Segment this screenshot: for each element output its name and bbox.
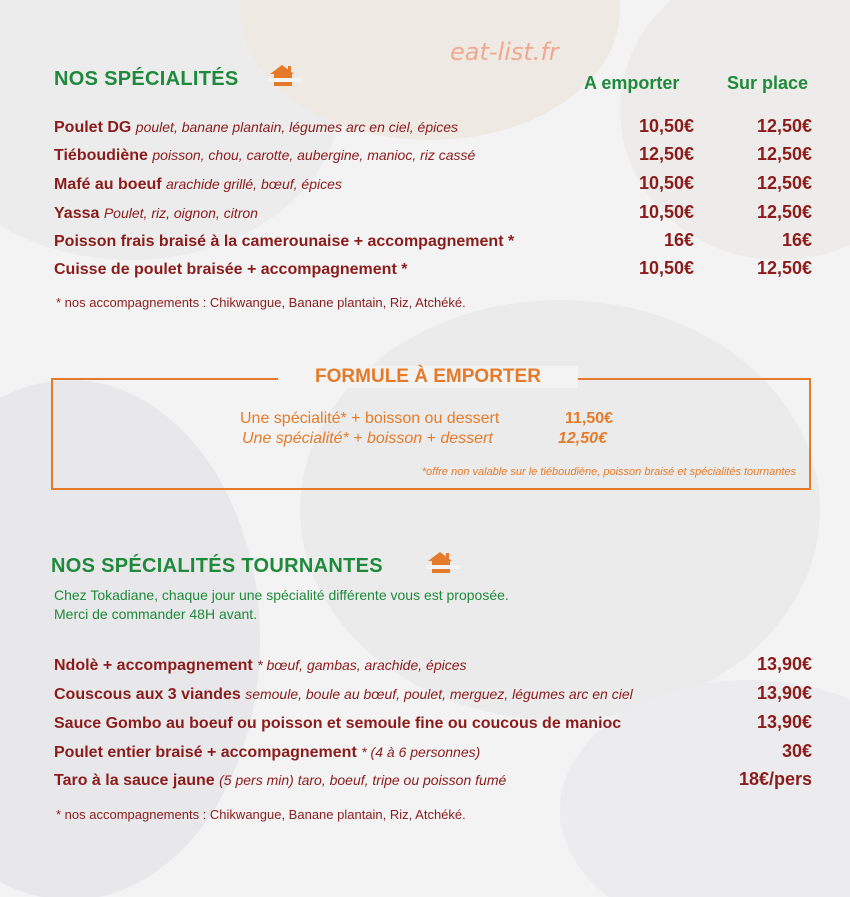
dish-name: Yassa — [54, 205, 100, 222]
dish-name: Cuisse de poulet braisée + accompagnement * — [54, 261, 408, 278]
price-emporter: 12,50€ — [638, 144, 694, 164]
dish-name: Poulet entier braisé + accompagnement — [54, 744, 357, 761]
price-sur-place: 12,50€ — [756, 202, 812, 222]
column-header-emporter: A emporter — [584, 73, 680, 93]
price: 13,90€ — [756, 712, 812, 732]
dish-description: poulet, banane plantain, légumes arc en ciel, épices — [135, 119, 459, 135]
dish-description: * bœuf, gambas, arachide, épices — [257, 657, 467, 673]
price: 18€/pers — [738, 769, 812, 789]
price: 13,90€ — [756, 683, 812, 703]
menu-row — [54, 116, 814, 140]
dish-description: (5 pers min) taro, boeuf, tripe ou poisson fumé — [219, 772, 507, 788]
formule-note: *offre non valable sur le tiéboudiène, poisson braisé et spécialités tournantes — [421, 466, 796, 478]
price-emporter: 16€ — [663, 230, 694, 250]
price-sur-place: 12,50€ — [756, 116, 812, 136]
dish-description: arachide grillé, bœuf, épices — [166, 176, 342, 192]
takeaway-house-icon — [266, 62, 302, 90]
menu-row — [54, 202, 814, 226]
price-sur-place: 12,50€ — [756, 144, 812, 164]
price-emporter: 10,50€ — [638, 173, 694, 193]
dish-name: Tiéboudiène — [54, 147, 148, 164]
formule-title: FORMULE À EMPORTER — [278, 366, 578, 388]
dish-name: Poulet DG — [54, 119, 132, 136]
price-sur-place: 12,50€ — [756, 173, 812, 193]
price: 30€ — [781, 741, 812, 761]
menu-row — [54, 769, 814, 793]
menu-row — [54, 230, 814, 254]
dish-description: poisson, chou, carotte, aubergine, manioc, riz cassé — [152, 147, 476, 163]
dish-name: Mafé au boeuf — [54, 176, 162, 193]
formule-option-2: Une spécialité* + boisson + dessert — [242, 430, 493, 447]
accompagnements-note: * nos accompagnements : Chikwangue, Banane plantain, Riz, Atchéké. — [56, 807, 466, 822]
price-emporter: 10,50€ — [638, 116, 694, 136]
dish-name: Sauce Gombo au boeuf ou poisson et semoule fine ou coucous de manioc — [54, 715, 622, 732]
menu-row — [54, 712, 814, 736]
menu-row — [54, 144, 814, 168]
price-emporter: 10,50€ — [638, 258, 694, 278]
dish-name: Couscous aux 3 viandes — [54, 686, 241, 703]
menu-row — [54, 258, 814, 282]
menu-row — [54, 173, 814, 197]
section-title-tournantes: NOS SPÉCIALITÉS TOURNANTES — [51, 555, 383, 577]
accompagnements-note: * nos accompagnements : Chikwangue, Banane plantain, Riz, Atchéké. — [56, 295, 466, 310]
dish-name: Poisson frais braisé à la camerounaise + accompagnement * — [54, 233, 515, 250]
formule-option-1: Une spécialité* + boisson ou dessert — [240, 410, 500, 427]
dish-description: semoule, boule au bœuf, poulet, merguez, légumes arc en ciel — [245, 686, 633, 702]
takeaway-house-icon — [424, 549, 460, 577]
price-emporter: 10,50€ — [638, 202, 694, 222]
dish-name: Ndolè + accompagnement — [54, 657, 253, 674]
menu-row — [54, 741, 814, 765]
watermark: eat-list.fr — [450, 38, 559, 66]
dish-name: Taro à la sauce jaune — [54, 772, 215, 789]
tournantes-intro: Chez Tokadiane, chaque jour une spécialité différente vous est proposée. — [54, 587, 509, 603]
price: 13,90€ — [756, 654, 812, 674]
formule-price-2: 12,50€ — [558, 430, 607, 447]
price-sur-place: 16€ — [781, 230, 812, 250]
column-header-sur-place: Sur place — [727, 73, 809, 93]
dish-description: Poulet, riz, oignon, citron — [103, 205, 258, 221]
dish-description: * (4 à 6 personnes) — [361, 744, 481, 760]
price-sur-place: 12,50€ — [756, 258, 812, 278]
tournantes-order-note: Merci de commander 48H avant. — [54, 606, 258, 622]
formule-price-1: 11,50€ — [565, 410, 614, 427]
menu-row — [54, 654, 814, 678]
menu-row — [54, 683, 814, 707]
section-title-specialites: NOS SPÉCIALITÉS — [54, 68, 239, 90]
